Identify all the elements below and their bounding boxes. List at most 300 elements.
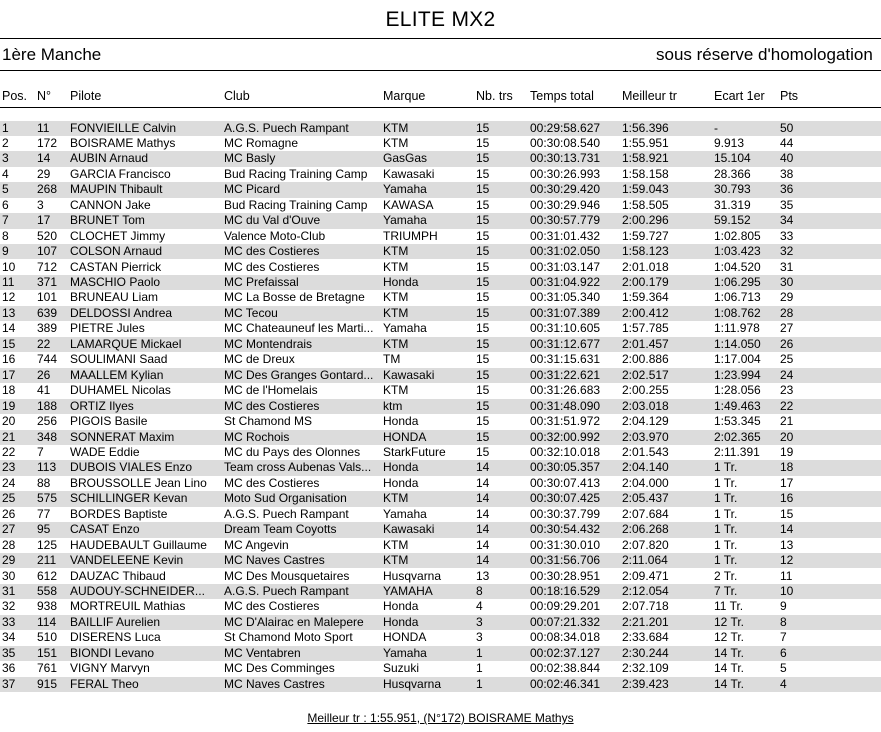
cell-club: MC Chateauneuf les Marti... <box>224 321 374 336</box>
cell-total-time: 00:31:30.010 <box>530 537 601 552</box>
cell-club: MC Basly <box>224 151 276 166</box>
cell-pos: 5 <box>2 182 9 197</box>
cell-number: 612 <box>37 568 58 583</box>
cell-gap: 2:02.365 <box>714 429 761 444</box>
cell-gap: 1 Tr. <box>714 522 738 537</box>
cell-marque: KTM <box>383 120 409 135</box>
cell-pilote: FERAL Theo <box>70 676 139 691</box>
cell-points: 33 <box>780 228 794 243</box>
cell-pilote: DISERENS Luca <box>70 630 161 645</box>
table-row <box>0 522 881 537</box>
cell-total-time: 00:31:12.677 <box>530 336 601 351</box>
cell-total-time: 00:08:34.018 <box>530 630 601 645</box>
cell-number: 268 <box>37 182 58 197</box>
cell-best-lap: 2:01.018 <box>622 259 669 274</box>
cell-laps: 14 <box>476 506 490 521</box>
cell-pilote: MAALLEM Kylian <box>70 367 164 382</box>
table-row <box>0 352 881 367</box>
cell-marque: HONDA <box>383 429 427 444</box>
cell-laps: 14 <box>476 491 490 506</box>
cell-best-lap: 2:04.140 <box>622 460 669 475</box>
cell-points: 11 <box>780 568 793 583</box>
cell-best-lap: 1:58.505 <box>622 197 669 212</box>
cell-club: Bud Racing Training Camp <box>224 197 368 212</box>
col-header-gap: Ecart 1er <box>714 89 765 103</box>
cell-total-time: 00:31:03.147 <box>530 259 601 274</box>
cell-club: Dream Team Coyotts <box>224 522 337 537</box>
cell-laps: 15 <box>476 305 490 320</box>
cell-total-time: 00:18:16.529 <box>530 584 601 598</box>
cell-total-time: 00:30:29.420 <box>530 182 601 197</box>
cell-laps: 15 <box>476 414 490 429</box>
table-row <box>0 538 881 553</box>
cell-gap: 14 Tr. <box>714 645 745 660</box>
cell-pilote: BRUNET Tom <box>70 213 145 228</box>
cell-pilote: PIETRE Jules <box>70 321 145 336</box>
cell-laps: 8 <box>476 584 483 598</box>
col-header-pos: Pos. <box>2 89 28 103</box>
cell-pos: 8 <box>2 228 9 243</box>
cell-best-lap: 1:58.123 <box>622 244 669 259</box>
cell-marque: Husqvarna <box>383 568 442 583</box>
cell-gap: 30.793 <box>714 182 751 197</box>
cell-pos: 7 <box>2 213 9 228</box>
cell-pilote: GARCIA Francisco <box>70 166 171 181</box>
cell-pilote: PIGOIS Basile <box>70 414 148 429</box>
cell-pilote: FONVIEILLE Calvin <box>70 120 177 135</box>
cell-number: 575 <box>37 491 58 506</box>
subtitle-divider <box>0 70 881 71</box>
cell-pos: 6 <box>2 197 9 212</box>
table-row <box>0 646 881 661</box>
col-header-total-time: Temps total <box>530 89 594 103</box>
cell-total-time: 00:29:58.627 <box>530 120 601 135</box>
cell-number: 151 <box>37 645 58 660</box>
cell-marque: Honda <box>383 475 419 490</box>
homologation-note: sous réserve d'homologation <box>656 45 873 64</box>
table-row <box>0 445 881 460</box>
cell-points: 34 <box>780 213 794 228</box>
cell-best-lap: 2:32.109 <box>622 661 669 676</box>
cell-number: 712 <box>37 259 58 274</box>
cell-gap: 1:17.004 <box>714 352 761 367</box>
cell-total-time: 00:31:04.922 <box>530 275 601 289</box>
cell-pilote: HAUDEBAULT Guillaume <box>70 537 207 552</box>
cell-best-lap: 2:00.255 <box>622 383 669 398</box>
top-divider <box>0 38 881 39</box>
cell-pos: 23 <box>2 460 16 475</box>
cell-club: MC Picard <box>224 182 281 197</box>
cell-total-time: 00:02:37.127 <box>530 645 601 660</box>
cell-marque: KTM <box>383 259 409 274</box>
best-lap-summary-text: Meilleur tr : 1:55.951, (N°172) BOISRAME Mathys <box>307 711 574 725</box>
cell-pilote: DAUZAC Thibaud <box>70 568 166 583</box>
cell-points: 25 <box>780 352 794 367</box>
cell-number: 101 <box>37 290 58 305</box>
table-row <box>0 584 881 599</box>
cell-gap: 1:06.295 <box>714 275 761 289</box>
cell-gap: 1:06.713 <box>714 290 761 305</box>
cell-best-lap: 2:00.179 <box>622 275 669 289</box>
cell-best-lap: 2:07.820 <box>622 537 669 552</box>
cell-marque: HONDA <box>383 630 427 645</box>
cell-gap: 12 Tr. <box>714 614 745 629</box>
cell-gap: 14 Tr. <box>714 661 745 676</box>
cell-best-lap: 2:00.886 <box>622 352 669 367</box>
table-row <box>0 182 881 197</box>
table-row <box>0 121 881 136</box>
cell-pos: 2 <box>2 135 9 150</box>
col-header-points: Pts <box>780 89 799 103</box>
cell-marque: KTM <box>383 553 409 568</box>
cell-best-lap: 2:01.543 <box>622 444 669 459</box>
table-row <box>0 430 881 445</box>
cell-laps: 15 <box>476 228 490 243</box>
cell-points: 6 <box>780 645 787 660</box>
cell-pilote: DUBOIS VIALES Enzo <box>70 460 193 475</box>
cell-points: 29 <box>780 290 794 305</box>
cell-best-lap: 2:30.244 <box>622 645 669 660</box>
cell-best-lap: 2:01.457 <box>622 336 669 351</box>
cell-pos: 26 <box>2 506 16 521</box>
cell-laps: 15 <box>476 367 490 382</box>
cell-marque: TM <box>383 352 401 367</box>
cell-laps: 13 <box>476 568 490 583</box>
cell-pos: 34 <box>2 630 16 645</box>
cell-total-time: 00:31:56.706 <box>530 553 601 568</box>
table-row <box>0 306 881 321</box>
cell-points: 26 <box>780 336 794 351</box>
cell-points: 30 <box>780 275 794 289</box>
cell-points: 19 <box>780 444 794 459</box>
cell-pilote: MAUPIN Thibault <box>70 182 163 197</box>
cell-pilote: SONNERAT Maxim <box>70 429 175 444</box>
cell-pilote: SCHILLINGER Kevan <box>70 491 188 506</box>
cell-total-time: 00:02:38.844 <box>530 661 601 676</box>
cell-marque: Yamaha <box>383 213 427 228</box>
cell-points: 20 <box>780 429 794 444</box>
cell-gap: 1:49.463 <box>714 398 761 413</box>
cell-marque: Kawasaki <box>383 367 435 382</box>
cell-gap: 1:08.762 <box>714 305 761 320</box>
cell-number: 915 <box>37 676 58 691</box>
cell-number: 88 <box>37 475 51 490</box>
cell-best-lap: 2:07.684 <box>622 506 669 521</box>
table-row <box>0 136 881 151</box>
cell-pos: 12 <box>2 290 16 305</box>
cell-pilote: BRUNEAU Liam <box>70 290 159 305</box>
cell-points: 8 <box>780 614 787 629</box>
table-row <box>0 569 881 584</box>
cell-club: MC des Costieres <box>224 244 320 259</box>
cell-club: MC Des Comminges <box>224 661 335 676</box>
cell-total-time: 00:32:10.018 <box>530 444 601 459</box>
cell-club: MC de l'Homelais <box>224 383 318 398</box>
cell-points: 12 <box>780 553 794 568</box>
cell-best-lap: 2:06.268 <box>622 522 669 537</box>
table-row <box>0 399 881 414</box>
cell-pos: 25 <box>2 491 16 506</box>
cell-laps: 15 <box>476 259 490 274</box>
cell-gap: 2 Tr. <box>714 568 738 583</box>
cell-pilote: CASTAN Pierrick <box>70 259 162 274</box>
cell-best-lap: 2:02.517 <box>622 367 669 382</box>
cell-number: 11 <box>37 120 50 135</box>
cell-laps: 15 <box>476 383 490 398</box>
table-row <box>0 630 881 645</box>
cell-club: MC Romagne <box>224 135 299 150</box>
results-table-header <box>0 89 881 104</box>
cell-pilote: CANNON Jake <box>70 197 151 212</box>
cell-total-time: 00:32:00.992 <box>530 429 601 444</box>
cell-laps: 14 <box>476 553 490 568</box>
cell-pilote: AUBIN Arnaud <box>70 151 149 166</box>
cell-marque: KTM <box>383 244 409 259</box>
cell-number: 558 <box>37 584 58 598</box>
cell-marque: Yamaha <box>383 321 427 336</box>
cell-pos: 24 <box>2 475 16 490</box>
cell-gap: 31.319 <box>714 197 751 212</box>
cell-marque: Yamaha <box>383 182 427 197</box>
cell-laps: 3 <box>476 614 483 629</box>
cell-gap: 1:23.994 <box>714 367 761 382</box>
cell-marque: Honda <box>383 599 419 614</box>
table-row <box>0 599 881 614</box>
cell-number: 188 <box>37 398 58 413</box>
table-row <box>0 553 881 568</box>
cell-total-time: 00:31:48.090 <box>530 398 601 413</box>
cell-best-lap: 1:55.951 <box>622 135 669 150</box>
cell-points: 4 <box>780 676 787 691</box>
cell-marque: Honda <box>383 460 419 475</box>
cell-marque: KTM <box>383 491 409 506</box>
cell-gap: 1:04.520 <box>714 259 761 274</box>
cell-number: 14 <box>37 151 51 166</box>
cell-number: 125 <box>37 537 58 552</box>
cell-laps: 15 <box>476 135 490 150</box>
cell-laps: 4 <box>476 599 483 614</box>
cell-points: 14 <box>780 522 794 537</box>
cell-pilote: DUHAMEL Nicolas <box>70 383 171 398</box>
cell-best-lap: 1:59.727 <box>622 228 669 243</box>
cell-points: 5 <box>780 661 787 676</box>
cell-club: MC Rochois <box>224 429 290 444</box>
cell-points: 13 <box>780 537 794 552</box>
cell-points: 38 <box>780 166 794 181</box>
cell-number: 371 <box>37 275 58 289</box>
cell-total-time: 00:31:15.631 <box>530 352 601 367</box>
cell-total-time: 00:09:29.201 <box>530 599 601 614</box>
cell-pilote: BOISRAME Mathys <box>70 135 176 150</box>
cell-best-lap: 2:39.423 <box>622 676 669 691</box>
cell-gap: 1 Tr. <box>714 537 738 552</box>
cell-points: 18 <box>780 460 794 475</box>
cell-total-time: 00:31:10.605 <box>530 321 601 336</box>
cell-number: 22 <box>37 336 51 351</box>
cell-points: 17 <box>780 475 794 490</box>
cell-marque: Kawasaki <box>383 522 435 537</box>
cell-points: 50 <box>780 120 794 135</box>
cell-pilote: BAILLIF Aurelien <box>70 614 161 629</box>
cell-total-time: 00:30:26.993 <box>530 166 601 181</box>
table-row <box>0 244 881 259</box>
race-heat-label: 1ère Manche <box>2 45 102 64</box>
header-divider <box>0 107 881 108</box>
cell-laps: 1 <box>476 645 483 660</box>
cell-laps: 15 <box>476 197 490 212</box>
cell-club: Valence Moto-Club <box>224 228 326 243</box>
cell-laps: 14 <box>476 475 490 490</box>
cell-gap: 1 Tr. <box>714 475 738 490</box>
cell-gap: 2:11.391 <box>714 444 760 459</box>
cell-club: MC Des Granges Gontard... <box>224 367 374 382</box>
cell-number: 639 <box>37 305 58 320</box>
col-header-club: Club <box>224 89 250 103</box>
cell-club: St Chamond Moto Sport <box>224 630 353 645</box>
cell-laps: 15 <box>476 120 490 135</box>
cell-total-time: 00:30:05.357 <box>530 460 601 475</box>
cell-total-time: 00:31:22.621 <box>530 367 601 382</box>
table-row <box>0 260 881 275</box>
cell-marque: KTM <box>383 290 409 305</box>
cell-pilote: ORTIZ Ilyes <box>70 398 134 413</box>
cell-total-time: 00:31:01.432 <box>530 228 601 243</box>
cell-best-lap: 2:04.129 <box>622 414 669 429</box>
cell-marque: KTM <box>383 537 409 552</box>
cell-total-time: 00:31:02.050 <box>530 244 601 259</box>
cell-pos: 31 <box>2 584 16 598</box>
cell-total-time: 00:31:26.683 <box>530 383 601 398</box>
cell-points: 44 <box>780 135 794 150</box>
cell-pilote: LAMARQUE Mickael <box>70 336 182 351</box>
cell-pos: 18 <box>2 383 16 398</box>
cell-club: Moto Sud Organisation <box>224 491 347 506</box>
cell-best-lap: 1:58.921 <box>622 151 669 166</box>
cell-best-lap: 2:33.684 <box>622 630 669 645</box>
cell-points: 35 <box>780 197 794 212</box>
cell-marque: ktm <box>383 398 403 413</box>
cell-gap: 1 Tr. <box>714 491 738 506</box>
cell-points: 7 <box>780 630 787 645</box>
cell-gap: 1:03.423 <box>714 244 761 259</box>
cell-club: MC Angevin <box>224 537 289 552</box>
cell-club: MC La Bosse de Bretagne <box>224 290 365 305</box>
table-row <box>0 275 881 290</box>
cell-pilote: COLSON Arnaud <box>70 244 163 259</box>
cell-number: 95 <box>37 522 51 537</box>
cell-gap: 12 Tr. <box>714 630 745 645</box>
cell-pilote: VIGNY Marvyn <box>70 661 150 676</box>
cell-marque: Yamaha <box>383 645 427 660</box>
cell-club: MC des Costieres <box>224 398 320 413</box>
cell-marque: Suzuki <box>383 661 420 676</box>
cell-number: 172 <box>37 135 58 150</box>
cell-points: 16 <box>780 491 794 506</box>
cell-club: A.G.S. Puech Rampant <box>224 584 349 598</box>
cell-pos: 3 <box>2 151 9 166</box>
cell-number: 17 <box>37 213 51 228</box>
cell-best-lap: 1:59.364 <box>622 290 669 305</box>
cell-laps: 15 <box>476 336 490 351</box>
cell-total-time: 00:30:07.413 <box>530 475 601 490</box>
cell-best-lap: 2:04.000 <box>622 475 669 490</box>
table-row <box>0 290 881 305</box>
cell-laps: 14 <box>476 522 490 537</box>
cell-pos: 35 <box>2 645 16 660</box>
col-header-marque: Marque <box>383 89 426 103</box>
cell-laps: 14 <box>476 537 490 552</box>
cell-laps: 15 <box>476 352 490 367</box>
cell-club: MC Montendrais <box>224 336 313 351</box>
cell-gap: 15.104 <box>714 151 751 166</box>
cell-pos: 1 <box>2 120 9 135</box>
cell-marque: GasGas <box>383 151 428 166</box>
cell-pilote: MORTREUIL Mathias <box>70 599 186 614</box>
cell-number: 41 <box>37 383 51 398</box>
cell-number: 29 <box>37 166 51 181</box>
cell-laps: 15 <box>476 182 490 197</box>
cell-club: MC Prefaissal <box>224 275 299 289</box>
cell-number: 3 <box>37 197 44 212</box>
cell-gap: 1:28.056 <box>714 383 761 398</box>
cell-pilote: DELDOSSI Andrea <box>70 305 173 320</box>
col-header-number: N° <box>37 89 52 103</box>
cell-gap: 1 Tr. <box>714 506 738 521</box>
cell-number: 211 <box>37 553 57 568</box>
cell-pos: 28 <box>2 537 16 552</box>
cell-club: MC Naves Castres <box>224 553 325 568</box>
cell-pilote: WADE Eddie <box>70 444 140 459</box>
cell-best-lap: 1:56.396 <box>622 120 669 135</box>
cell-pos: 10 <box>2 259 16 274</box>
cell-club: A.G.S. Puech Rampant <box>224 120 349 135</box>
cell-club: MC du Pays des Olonnes <box>224 444 361 459</box>
cell-pilote: BORDES Baptiste <box>70 506 168 521</box>
cell-club: Bud Racing Training Camp <box>224 166 368 181</box>
cell-laps: 14 <box>476 460 490 475</box>
cell-gap: 1:14.050 <box>714 336 761 351</box>
cell-best-lap: 2:07.718 <box>622 599 669 614</box>
page-title: ELITE MX2 <box>385 8 496 31</box>
cell-laps: 15 <box>476 151 490 166</box>
cell-club: MC des Costieres <box>224 259 320 274</box>
cell-pilote: VANDELEENE Kevin <box>70 553 184 568</box>
table-row <box>0 414 881 429</box>
cell-club: MC des Costieres <box>224 599 320 614</box>
cell-number: 938 <box>37 599 58 614</box>
cell-pos: 22 <box>2 444 16 459</box>
cell-pilote: AUDOUY-SCHNEIDER... <box>70 584 205 598</box>
cell-number: 761 <box>37 661 58 676</box>
cell-total-time: 00:30:13.731 <box>530 151 601 166</box>
cell-points: 21 <box>780 414 794 429</box>
cell-points: 40 <box>780 151 794 166</box>
col-header-laps: Nb. trs <box>476 89 513 103</box>
cell-number: 348 <box>37 429 58 444</box>
cell-laps: 3 <box>476 630 483 645</box>
cell-pos: 11 <box>2 275 15 289</box>
cell-laps: 15 <box>476 444 490 459</box>
cell-total-time: 00:31:07.389 <box>530 305 601 320</box>
table-row <box>0 167 881 182</box>
cell-points: 22 <box>780 398 794 413</box>
cell-pos: 30 <box>2 568 16 583</box>
cell-gap: - <box>714 120 718 135</box>
cell-number: 389 <box>37 321 58 336</box>
cell-club: MC de Dreux <box>224 352 295 367</box>
cell-pos: 21 <box>2 429 16 444</box>
cell-marque: Honda <box>383 414 419 429</box>
